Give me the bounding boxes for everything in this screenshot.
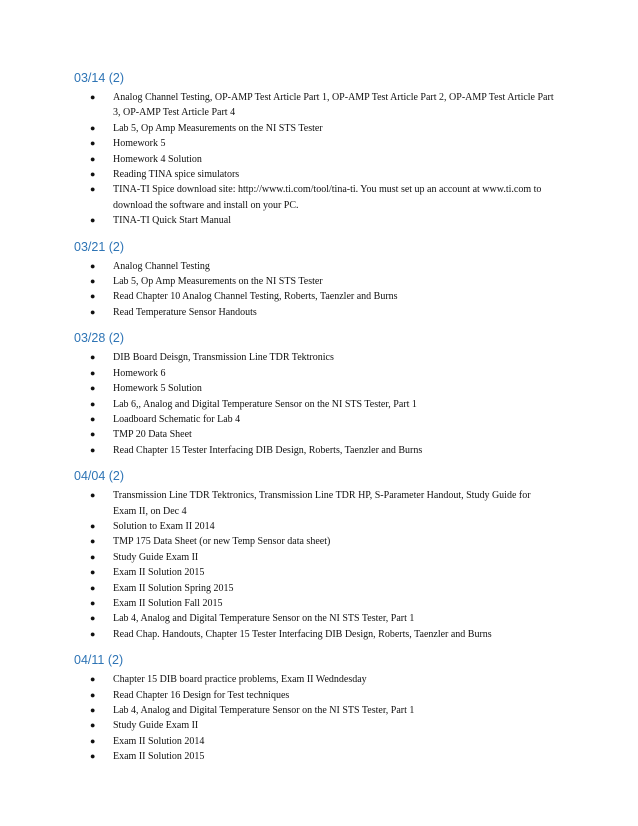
- bullet-icon: ●: [90, 184, 96, 195]
- bullet-icon: ●: [90, 367, 96, 378]
- item-text: Read Chap. Handouts, Chapter 15 Tester Interfacing DIB Design, Roberts, Taenzler and Burns: [113, 628, 492, 640]
- bullet-icon: ●: [90, 413, 96, 424]
- item-list: [74, 259, 554, 321]
- week-section: [74, 652, 554, 764]
- list-item[interactable]: [74, 274, 554, 289]
- list-item[interactable]: [74, 259, 554, 274]
- bullet-icon: ●: [90, 122, 96, 133]
- item-text: TMP 175 Data Sheet (or new Temp Sensor data sheet): [113, 536, 331, 548]
- item-list: [74, 488, 554, 642]
- bullet-icon: ●: [90, 490, 96, 501]
- item-text: Read Chapter 16 Design for Test techniques: [113, 689, 290, 701]
- bullet-icon: ●: [90, 689, 96, 700]
- item-text: Homework 5: [113, 138, 166, 150]
- list-item[interactable]: [74, 305, 554, 320]
- bullet-icon: ●: [90, 567, 96, 578]
- schedule-content: [74, 70, 554, 775]
- item-text: Homework 6: [113, 367, 166, 379]
- item-text: Lab 4, Analog and Digital Temperature Sensor on the NI STS Tester, Part 1: [113, 705, 415, 716]
- week-section: [74, 70, 554, 229]
- bullet-icon: ●: [90, 720, 96, 731]
- list-item[interactable]: [74, 688, 554, 703]
- item-text: Exam II Solution 2015: [113, 567, 205, 579]
- bullet-icon: ●: [90, 306, 96, 317]
- week-heading: 03/14 (2): [74, 71, 125, 85]
- item-text: Lab 6,, Analog and Digital Temperature Sensor on the NI STS Tester, Part 1: [113, 398, 417, 410]
- item-text: Exam II Solution Spring 2015: [113, 582, 234, 594]
- item-text: TMP 20 Data Sheet: [113, 429, 192, 441]
- list-item[interactable]: [74, 550, 554, 565]
- item-text: Lab 4, Analog and Digital Temperature Sensor on the NI STS Tester, Part 1: [113, 613, 415, 625]
- item-text: Analog Channel Testing, OP-AMP Test Article Part 1, OP-AMP Test Article Part 2, OP-AMP Test Article Part 3, OP-AMP Test Article Part 4: [113, 92, 554, 119]
- bullet-icon: ●: [90, 352, 96, 363]
- list-item[interactable]: [74, 90, 554, 121]
- list-item[interactable]: [74, 427, 554, 442]
- week-section: [74, 468, 554, 642]
- list-item[interactable]: [74, 534, 554, 549]
- week-section: [74, 330, 554, 458]
- bullet-icon: ●: [90, 291, 96, 302]
- item-text: Lab 5, Op Amp Measurements on the NI STS Tester: [113, 276, 323, 288]
- item-list: [74, 672, 554, 764]
- list-item[interactable]: [74, 611, 554, 626]
- list-item[interactable]: [74, 412, 554, 427]
- bullet-icon: ●: [90, 276, 96, 287]
- item-text: Read Chapter 10 Analog Channel Testing, Roberts, Taenzler and Burns: [113, 291, 398, 303]
- item-list: [74, 90, 554, 229]
- list-item[interactable]: [74, 519, 554, 534]
- item-text: DIB Board Deisgn, Transmission Line TDR Tektronics: [113, 352, 334, 364]
- bullet-icon: ●: [90, 705, 96, 715]
- bullet-icon: ●: [90, 138, 96, 149]
- bullet-icon: ●: [90, 628, 96, 639]
- list-item[interactable]: [74, 672, 554, 687]
- item-text: Chapter 15 DIB board practice problems, Exam II Wedndesday: [113, 674, 367, 686]
- item-text: Study Guide Exam II: [113, 720, 199, 732]
- list-item[interactable]: [74, 565, 554, 580]
- list-item[interactable]: [74, 718, 554, 733]
- list-item[interactable]: [74, 289, 554, 304]
- item-text: Read Temperature Sensor Handouts: [113, 306, 257, 318]
- item-text: Exam II Solution 2015: [113, 751, 205, 763]
- week-heading: 03/28 (2): [74, 331, 125, 346]
- bullet-icon: ●: [90, 613, 96, 624]
- list-item[interactable]: [74, 596, 554, 611]
- item-text: Exam II Solution 2014: [113, 735, 205, 747]
- bullet-icon: ●: [90, 597, 96, 608]
- list-item[interactable]: [74, 350, 554, 365]
- bullet-icon: ●: [90, 536, 96, 547]
- list-item[interactable]: [74, 443, 554, 458]
- bullet-icon: ●: [90, 92, 96, 102]
- list-item[interactable]: [74, 136, 554, 151]
- list-item[interactable]: [74, 167, 554, 182]
- week-section: [74, 239, 554, 321]
- item-text: Loadboard Schematic for Lab 4: [113, 413, 241, 425]
- list-item[interactable]: [74, 397, 554, 412]
- list-item[interactable]: [74, 703, 554, 718]
- item-text: Homework 5 Solution: [113, 383, 202, 395]
- week-heading: 03/21 (2): [74, 239, 125, 254]
- list-item[interactable]: [74, 381, 554, 396]
- list-item[interactable]: [74, 488, 554, 519]
- list-item[interactable]: [74, 152, 554, 167]
- bullet-icon: ●: [90, 751, 96, 762]
- bullet-icon: ●: [90, 444, 96, 455]
- list-item[interactable]: [74, 627, 554, 642]
- bullet-icon: ●: [90, 735, 96, 746]
- list-item[interactable]: [74, 366, 554, 381]
- bullet-icon: ●: [90, 398, 96, 409]
- bullet-icon: ●: [90, 153, 96, 164]
- item-text: Read Chapter 15 Tester Interfacing DIB Design, Roberts, Taenzler and Burns: [113, 444, 423, 456]
- item-text: Lab 5, Op Amp Measurements on the NI STS Tester: [113, 122, 323, 134]
- bullet-icon: ●: [90, 551, 96, 562]
- list-item[interactable]: [74, 734, 554, 749]
- item-text: TINA-TI Spice download site: http://www.ti.com/tool/tina-ti. You must set up an account at www.ti.com to download the software and install on your PC.: [113, 184, 542, 211]
- week-heading: 04/04 (2): [74, 469, 125, 484]
- item-text: Reading TINA spice simulators: [113, 169, 240, 181]
- bullet-icon: ●: [90, 582, 96, 593]
- list-item[interactable]: [74, 182, 554, 213]
- list-item[interactable]: [74, 749, 554, 764]
- bullet-icon: ●: [90, 429, 96, 440]
- item-text: TINA-TI Quick Start Manual: [113, 215, 232, 227]
- item-list: [74, 350, 554, 458]
- list-item[interactable]: [74, 213, 554, 228]
- item-text: Solution to Exam II 2014: [113, 520, 215, 532]
- week-heading: 04/11 (2): [74, 653, 124, 668]
- item-text: Transmission Line TDR Tektronics, Transmission Line TDR HP, S-Parameter Handout, Study Guide for Exam II, on Dec 4: [113, 490, 531, 517]
- bullet-icon: ●: [90, 260, 96, 271]
- list-item[interactable]: [74, 581, 554, 596]
- bullet-icon: ●: [90, 674, 96, 685]
- bullet-icon: ●: [90, 520, 96, 531]
- item-text: Homework 4 Solution: [113, 153, 202, 165]
- item-text: Analog Channel Testing: [113, 260, 210, 272]
- bullet-icon: ●: [90, 169, 96, 180]
- bullet-icon: ●: [90, 383, 96, 394]
- item-text: Study Guide Exam II: [113, 551, 199, 563]
- item-text: Exam II Solution Fall 2015: [113, 597, 223, 609]
- list-item[interactable]: [74, 121, 554, 136]
- bullet-icon: ●: [90, 215, 96, 226]
